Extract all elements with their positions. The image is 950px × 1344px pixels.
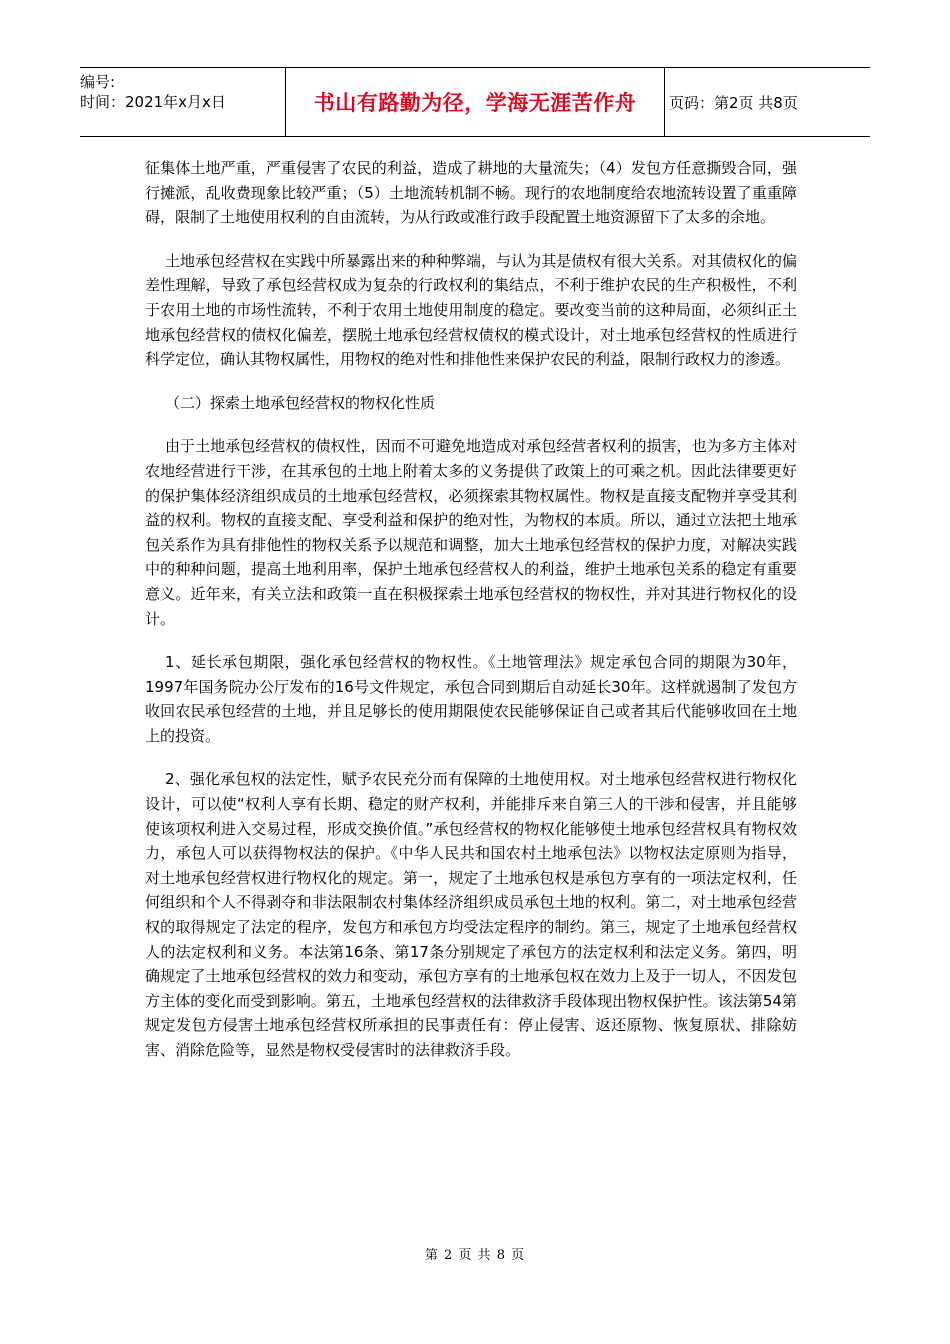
paragraph: 1、延长承包期限，强化承包经营权的物权性。《土地管理法》规定承包合同的期限为30年，1997年国务院办公厅发布的16号文件规定，承包合同到期后自动延长30年。这样就遏制了发包方收回农民承包经营的土地，并且足够长的使用期限使农民能够保证自己或者其后代能够收回在土地上的投资。: [145, 653, 797, 745]
section-heading: （二）探索土地承包经营权的物权化性质: [165, 393, 436, 412]
page-footer: 第 2 页 共 8 页: [424, 1248, 526, 1263]
document-time-label: 时间：2021年x月x日: [80, 93, 226, 111]
header-meta: [80, 68, 285, 136]
paragraph: 征集体土地严重，严重侵害了农民的利益，造成了耕地的大量流失；（4）发包方任意撕毁合同，强行摊派，乱收费现象比较严重；（5）土地流转机制不畅。现行的农地制度给农地流转设置了重重障碍，限制了土地使用权利的自由流转，为从行政或准行政手段配置土地资源留下了太多的余地。: [145, 159, 797, 227]
header-motto: 书山有路勤为径，学海无涯苦作舟: [285, 68, 665, 136]
paragraph: 由于土地承包经营权的债权性，因而不可避免地造成对承包经营者权利的损害，也为多方主体对农地经营进行干涉，在其承包的土地上附着太多的义务提供了政策上的可乘之机。因此法律要更好的保护集体经济组织成员的土地承包经营权，必须探索其物权属性。物权是直接支配物并享受其利益的权利。物权的直接支配、享受利益和保护的绝对性，为物权的本质。所以，通过立法把土地承包关系作为具有排他性的物权关系予以规范和调整，加大土地承包经营权的保护力度，对解决实践中的种种问题，提高土地利用率，保护土地承包经营权人的利益，维护土地承包关系的稳定有重要意义。近年来，有关立法和政策一直在积极探索土地承包经营权的物权性，并对其进行物权化的设计。: [145, 437, 797, 628]
paragraph: 土地承包经营权在实践中所暴露出来的种种弊端，与认为其是债权有很大关系。对其债权化的偏差性理解，导致了承包经营权成为复杂的行政权利的集结点，不利于维护农民的生产积极性，不利于农用土地的市场性流转，不利于农用土地使用制度的稳定。要改变当前的这种局面，必须纠正土地承包经营权的债权化偏差，摆脱土地承包经营权债权的模式设计，对土地承包经营权的性质进行科学定位，确认其物权属性，用物权的绝对性和排他性来保护农民的利益，限制行政权力的渗透。: [145, 251, 797, 369]
page-header: [80, 67, 870, 137]
document-body: [145, 156, 797, 1082]
document-code-label: 编号:: [80, 73, 116, 91]
header-page-number: 页码：第2页 共8页: [669, 93, 798, 112]
paragraph: 2、强化承包权的法定性，赋予农民充分而有保障的土地使用权。对土地承包经营权进行物权化设计，可以使“权利人享有长期、稳定的财产权利，并能排斥来自第三人的干涉和侵害，并且能够使该项权利进入交易过程，形成交换价值。”承包经营权的物权化能够使土地承包经营权具有物权效力，承包人可以获得物权法的保护。《中华人民共和国农村土地承包法》以物权法定原则为指导，对土地承包经营权进行物权化的规定。第一，规定了土地承包权是承包方享有的一项法定权利，任何组织和个人不得剥夺和非法限制农村集体经济组织成员承包土地的权利。第二，对土地承包经营权的取得规定了法定的程序，发包方和承包方均受法定程序的制约。第三，规定了土地承包经营权人的法定权利和义务。本法第16条、第17条分别规定了承包方的法定权利和法定义务。第四，明确规定了土地承包经营权的效力和变动，承包方享有的土地承包权在效力上及于一切人，不因发包方主体的变化而受到影响。第五，土地承包经营权的法律救济手段体现出物权保护性。该法第54第规定发包方侵害土地承包经营权所承担的民事责任有：停止侵害、返还原物、恢复原状、排除妨害、消除危险等，显然是物权受侵害时的法律救济手段。: [145, 770, 797, 1059]
